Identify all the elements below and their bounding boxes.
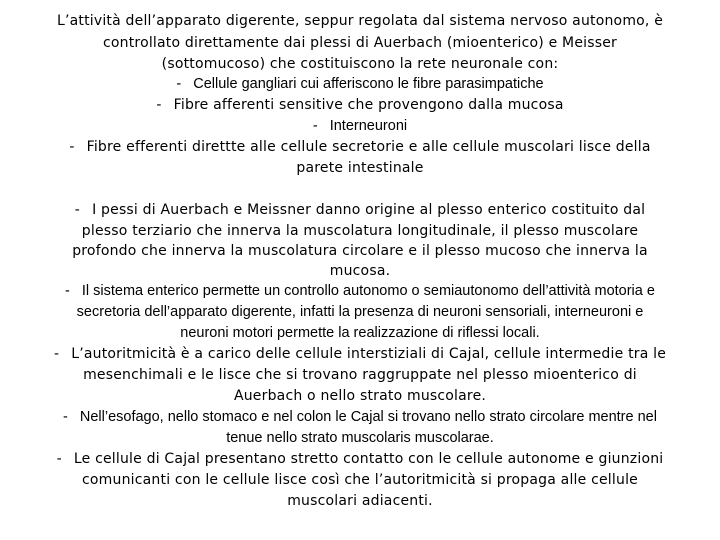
bullet-dash: - bbox=[156, 97, 162, 113]
intro-line-1: L’attività dell’apparato digerente, seppur regolata dal sistema nervoso autonomo, è bbox=[56, 13, 664, 29]
list-item-autoritmicita bbox=[0, 347, 720, 361]
list-item-gangliari bbox=[0, 77, 720, 92]
list-item-interneuroni bbox=[0, 119, 720, 134]
list-item-text: L’autoritmicità è a carico delle cellule interstiziali di Cajal, cellule intermedie tra le bbox=[71, 346, 667, 362]
list-item-autoritmicita-cont-1: mesenchimali e le lisce che si trovano raggruppate nel plesso mioenterico di bbox=[83, 367, 637, 383]
list-item-afferenti bbox=[0, 98, 720, 112]
list-item-efferenti bbox=[0, 140, 720, 154]
list-item-cajal bbox=[0, 452, 720, 466]
list-item-sistema-enterico-cont-1: secretoria dell’apparato digerente, infatti la presenza di neuroni sensoriali, interneuroni e bbox=[76, 304, 644, 320]
list-item-text: Cellule gangliari cui afferiscono le fibre parasimpatiche bbox=[193, 76, 544, 92]
list-item-cajal-cont-1: comunicanti con le cellule lisce così che l’autoritmicità si propaga alle cellule bbox=[82, 472, 638, 488]
list-item-text: I pessi di Auerbach e Meissner danno origine al plesso enterico costituito dal bbox=[92, 202, 646, 218]
list-item-plessi-cont-2: profondo che innerva la muscolatura circolare e il plesso mucoso che innerva la bbox=[72, 243, 648, 259]
bullet-dash: - bbox=[312, 118, 318, 134]
list-item-text: Il sistema enterico permette un controllo autonomo o semiautonomo dell’attività motoria e bbox=[81, 283, 655, 299]
list-item-plessi-cont-1: plesso terziario che innerva la muscolatura longitudinale, il plesso muscolare bbox=[81, 223, 639, 239]
bullet-dash: - bbox=[69, 139, 75, 155]
list-item-plessi bbox=[0, 203, 720, 217]
bullet-dash: - bbox=[53, 346, 60, 362]
bullet-dash: - bbox=[176, 76, 182, 92]
intro-line-3: (sottomucoso) che costituiscono la rete neuronale con: bbox=[161, 56, 559, 72]
intro-line-2: controllato direttamente dai plessi di Auerbach (mioenterico) e Meisser bbox=[103, 35, 617, 51]
list-item-text: Fibre efferenti direttte alle cellule secretorie e alle cellule muscolari lisce della bbox=[86, 139, 651, 155]
list-item-text: Le cellule di Cajal presentano stretto contatto con le cellule autonome e giunzioni bbox=[73, 451, 664, 467]
list-item-autoritmicita-cont-2: Auerbach o nello strato muscolare. bbox=[233, 388, 487, 404]
list-item-text: Interneuroni bbox=[329, 118, 408, 134]
list-item-sistema-enterico-cont-2: neuroni motori permette la realizzazione di riflessi locali. bbox=[180, 325, 540, 341]
list-item-esofago-cont: tenue nello strato muscolaris muscolarae. bbox=[226, 430, 494, 446]
list-item-text: Nell’esofago, nello stomaco e nel colon le Cajal si trovano nello strato circolare mentre nel bbox=[79, 409, 657, 425]
bullet-dash: - bbox=[65, 283, 70, 299]
list-item-plessi-cont-3: mucosa. bbox=[329, 263, 391, 279]
list-item-efferenti-cont: parete intestinale bbox=[296, 160, 424, 176]
list-item-cajal-cont-2: muscolari adiacenti. bbox=[287, 493, 433, 509]
bullet-dash: - bbox=[56, 451, 62, 467]
bullet-dash: - bbox=[74, 202, 81, 218]
list-item-sistema-enterico bbox=[0, 284, 720, 299]
list-item-esofago bbox=[0, 410, 720, 425]
list-item-text: Fibre afferenti sensitive che provengono dalla mucosa bbox=[173, 97, 564, 113]
bullet-dash: - bbox=[63, 409, 68, 425]
